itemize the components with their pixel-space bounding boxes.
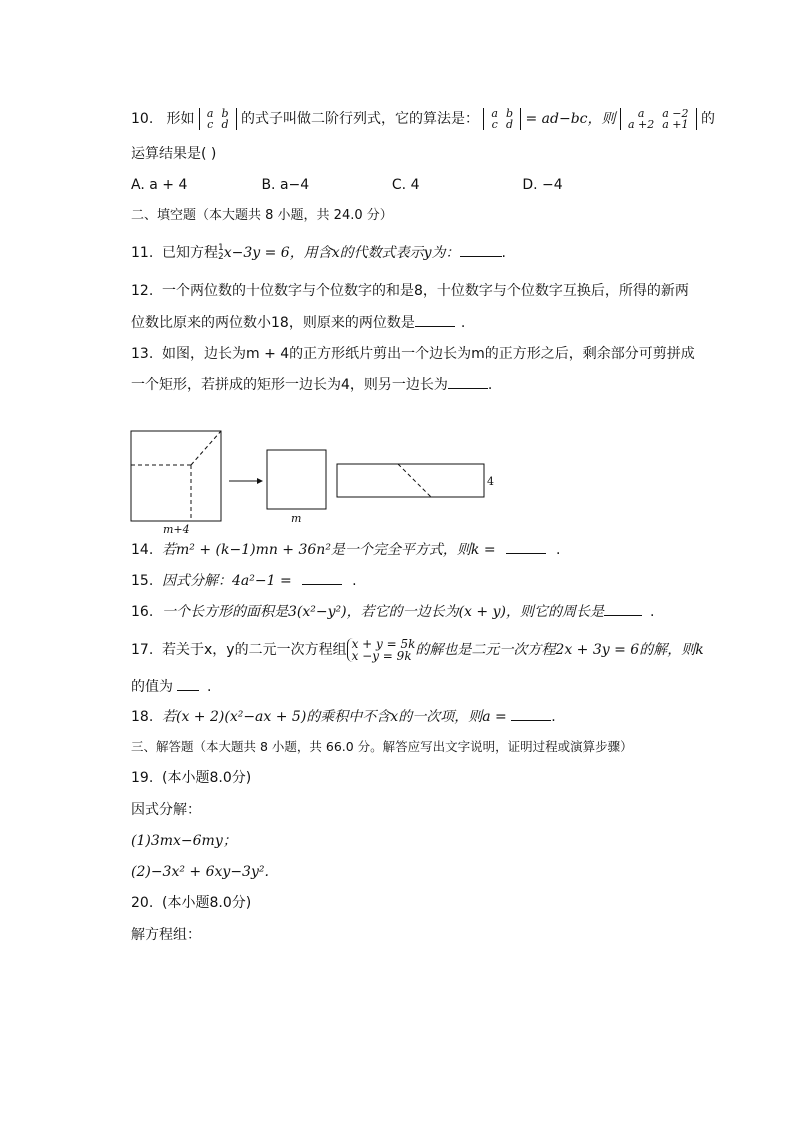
big-square [131, 431, 221, 521]
q10-number: 10. [131, 111, 154, 127]
q12-answer-blank [415, 312, 455, 327]
q13-answer-blank [448, 374, 488, 389]
determinant-rule: a b c d [483, 108, 521, 130]
q19-instruction: 因式分解： [131, 802, 201, 818]
q14: 14. 若m² + (k−1)mn + 36n²是一个完全平方式，则k = . [131, 539, 561, 560]
q10-line2: 运算结果是( ) [131, 146, 217, 162]
q19-title: 19. (本小题8.0分) [131, 770, 252, 786]
label-m-plus-4: m+4 [163, 523, 190, 536]
option-b: B. a−4 [261, 177, 310, 193]
determinant-form: a b c d [199, 108, 237, 130]
small-square [267, 450, 326, 509]
q11: 11. 已知方程1 2x−3y = 6，用含x的代数式表示y为： . [131, 243, 506, 262]
q10-text4: 的 [700, 111, 715, 127]
option-a: A. a + 4 [131, 177, 188, 193]
q19-part1: (1)3mx−6my； [131, 833, 237, 849]
q14-answer-blank [506, 539, 546, 554]
q20-instruction: 解方程组： [131, 927, 201, 943]
q13-line2: 一个矩形，若拼成的矩形一边长为4，则另一边长为 . [131, 374, 492, 395]
label-4: 4 [487, 475, 494, 488]
q10-text1: 形如 [166, 111, 195, 127]
q16-answer-blank [604, 601, 642, 616]
q12-line2: 位数比原来的两位数小18，则原来的两位数是 . [131, 312, 465, 333]
result-rectangle [337, 464, 484, 497]
q10-text2: 的式子叫做二阶行列式，它的算法是： [240, 111, 479, 127]
q12-line1: 12. 一个两位数的十位数字与个位数字的和是8，十位数字与个位数字互换后，所得的新两 [131, 283, 689, 299]
determinant-question: a a −2 a +2 a +1 [620, 108, 697, 130]
q18: 18. 若(x + 2)(x²−ax + 5)的乘积中不含x的一次项，则a = . [131, 706, 556, 727]
q17-line2: 的值为 . [131, 676, 211, 697]
q10-text3: = ad−bc，则 [525, 111, 616, 127]
arrow-head-icon [257, 478, 263, 484]
q17-line1: 17. 若关于x，y的二元一次方程组 x + y = 5k x −y = 9k 的解也是二元一次方程2x + 3y = 6的解，则k [131, 637, 704, 663]
q15-answer-blank [302, 570, 342, 585]
fraction-half: 1 2 [218, 243, 224, 262]
cut-line-diagonal [191, 431, 221, 465]
q11-answer-blank [460, 242, 502, 257]
rectangle-cut-line [398, 464, 431, 497]
option-c: C. 4 [391, 177, 420, 193]
q13-line1: 13. 如图，边长为m + 4的正方形纸片剪出一个边长为m的正方形之后，剩余部分可剪拼成 [131, 346, 695, 362]
q10-options [131, 175, 563, 195]
q20-title: 20. (本小题8.0分) [131, 895, 252, 911]
section-2-heading: 二、填空题（本大题共 8 小题，共 24.0 分） [131, 208, 393, 223]
q10-line1 [131, 108, 715, 130]
q16: 16. 一个长方形的面积是3(x²−y²)，若它的一边长为(x + y)，则它的周长是 . [131, 601, 654, 622]
equation-system: x + y = 5k x −y = 9k [347, 638, 416, 662]
q19-part2: (2)−3x² + 6xy−3y². [131, 864, 269, 880]
option-d: D. −4 [522, 177, 563, 193]
q17-answer-blank [177, 676, 199, 691]
section-3-heading: 三、解答题（本大题共 8 小题，共 66.0 分。解答应写出文字说明，证明过程或演算步骤） [131, 739, 633, 754]
label-m: m [291, 512, 302, 525]
q13-figure [125, 425, 505, 537]
q18-answer-blank [511, 706, 551, 721]
q15: 15. 因式分解：4a²−1 = . [131, 570, 357, 591]
